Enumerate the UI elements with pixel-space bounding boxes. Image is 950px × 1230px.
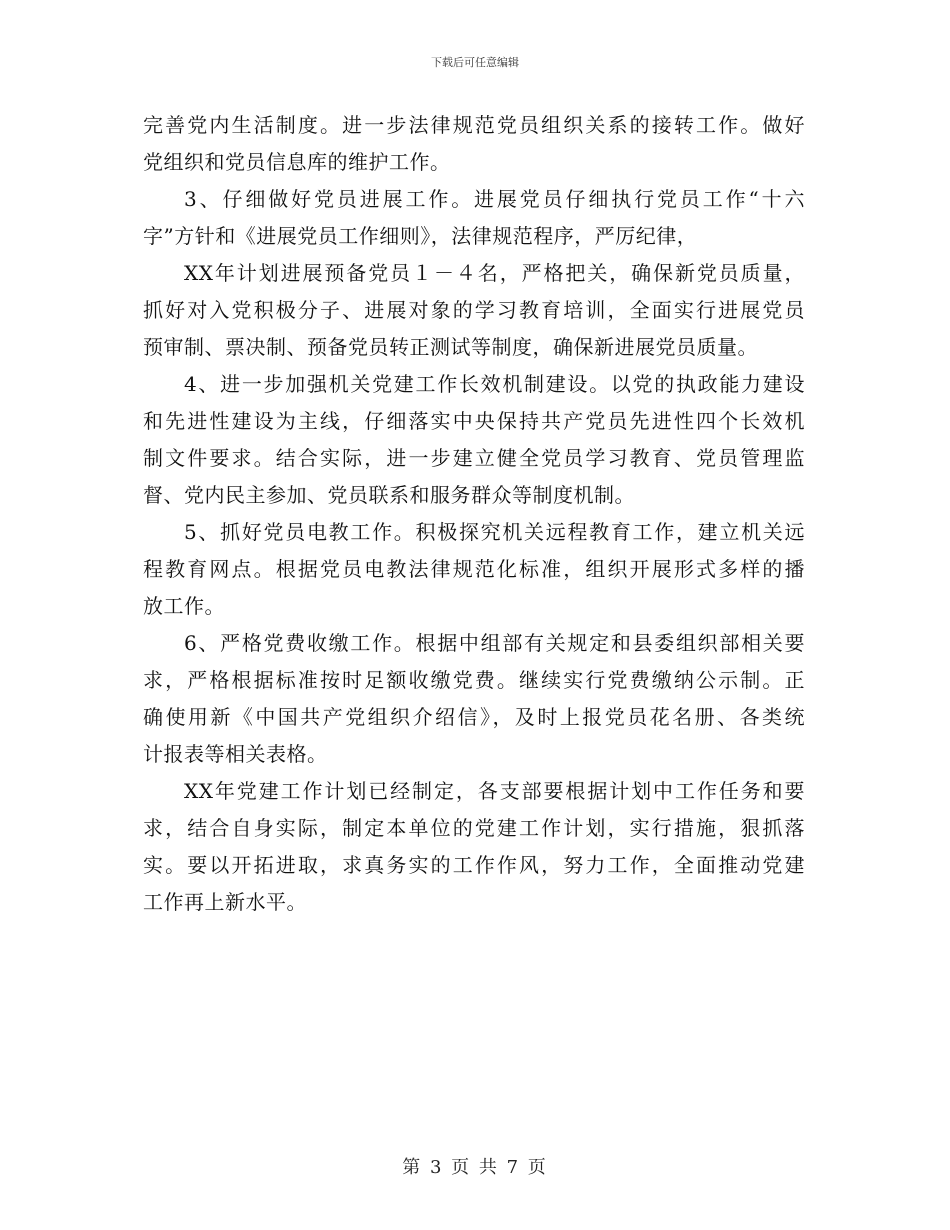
text-line: 制文件要求。结合实际，进一步建立健全党员学习教育、党员管理监 (143, 446, 805, 470)
paragraph (143, 181, 805, 255)
text-line: 求，结合自身实际，制定本单位的党建工作计划，实行措施，狠抓落 (143, 816, 805, 840)
text-line: 完善党内生活制度。进一步法律规范党员组织关系的接转工作。做好 (143, 113, 805, 137)
text-line: 实。要以开拓进取，求真务实的工作作风，努力工作，全面推动党建 (143, 853, 805, 877)
text-line: 程教育网点。根据党员电教法律规范化标准，组织开展形式多样的播 (143, 557, 805, 581)
text-line: 工作再上新水平。 (143, 890, 307, 914)
text-line: 求，严格根据标准按时足额收缴党费。继续实行党费缴纳公示制。正 (143, 668, 805, 692)
text-line: 督、党内民主参加、党员联系和服务群众等制度机制。 (143, 483, 635, 507)
paragraph (143, 107, 805, 181)
text-line: 党组织和党员信息库的维护工作。 (143, 150, 451, 174)
paragraph (143, 773, 805, 921)
text-line: 4、进一步加强机关党建工作长效机制建设。以党的执政能力建设 (184, 372, 805, 396)
page-number: 第 3 页 共 7 页 (402, 1157, 548, 1178)
text-line: 字”方针和《进展党员工作细则》，法律规范程序，严厉纪律， (143, 224, 698, 248)
paragraph (143, 366, 805, 514)
paragraph (143, 514, 805, 625)
text-line: 5、抓好党员电教工作。积极探究机关远程教育工作，建立机关远 (184, 520, 805, 544)
page-header: 下载后可任意编辑 (431, 56, 519, 69)
text-line: 抓好对入党积极分子、进展对象的学习教育培训，全面实行进展党员 (143, 298, 805, 322)
text-line: 预审制、票决制、预备党员转正测试等制度，确保新进展党员质量。 (143, 335, 758, 359)
paragraph (143, 255, 805, 366)
paragraph (143, 625, 805, 773)
text-line: 3、仔细做好党员进展工作。进展党员仔细执行党员工作“十六 (184, 187, 805, 211)
text-line: 放工作。 (143, 594, 225, 618)
text-line: XX年党建工作计划已经制定，各支部要根据计划中工作任务和要 (184, 779, 805, 803)
text-line: 和先进性建设为主线，仔细落实中央保持共产党员先进性四个长效机 (143, 409, 805, 433)
text-line: XX年计划进展预备党员１－４名，严格把关，确保新党员质量， (184, 261, 805, 285)
document-body (143, 107, 805, 921)
text-line: 计报表等相关表格。 (143, 742, 328, 766)
text-line: 确使用新《中国共产党组织介绍信》，及时上报党员花名册、各类统 (143, 705, 805, 729)
text-line: 6、严格党费收缴工作。根据中组部有关规定和县委组织部相关要 (184, 631, 805, 655)
